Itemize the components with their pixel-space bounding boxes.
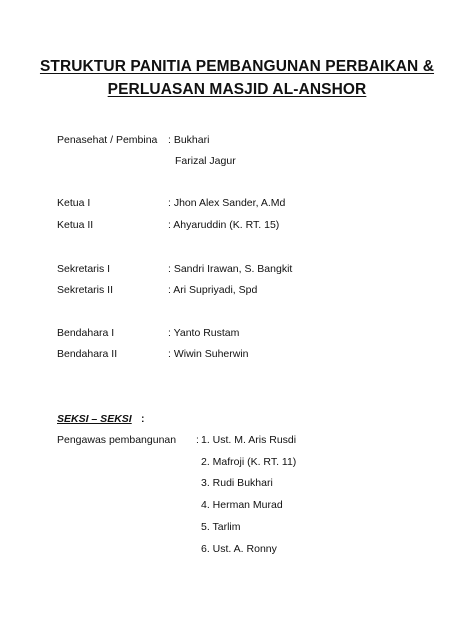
role-label: Penasehat / Pembina — [57, 134, 158, 146]
document-title-line-2: PERLUASAN MASJID AL-ANSHOR — [107, 81, 367, 98]
role-value: : Jhon Alex Sander, A.Md — [168, 197, 286, 209]
role-value: : Ahyaruddin (K. RT. 15) — [168, 219, 280, 231]
role-label: Sekretaris II — [57, 284, 114, 296]
role-value: : Bukhari — [168, 134, 210, 146]
document-title-line-1: STRUKTUR PANITIA PEMBANGUNAN PERBAIKAN & — [39, 58, 435, 75]
pengawas-label: Pengawas pembangunan — [57, 434, 177, 446]
role-value: : Ari Supriyadi, Spd — [168, 284, 258, 296]
role-label: Sekretaris I — [57, 263, 111, 275]
seksi-heading: SEKSI – SEKSI — [57, 413, 132, 425]
role-label: Bendahara II — [57, 348, 118, 360]
role-value: : Wiwin Suherwin — [168, 348, 249, 360]
pengawas-member: 3. Rudi Bukhari — [201, 477, 273, 489]
role-label: Ketua I — [57, 197, 91, 209]
role-value: Farizal Jagur — [175, 155, 236, 167]
pengawas-member: 2. Mafroji (K. RT. 11) — [201, 456, 297, 468]
role-label: Bendahara I — [57, 327, 115, 339]
pengawas-colon: : — [196, 434, 199, 446]
pengawas-member: 5. Tarlim — [201, 521, 241, 533]
seksi-colon: : — [141, 413, 145, 425]
pengawas-member: 4. Herman Murad — [201, 499, 283, 511]
role-label: Ketua II — [57, 219, 94, 231]
role-value: : Sandri Irawan, S. Bangkit — [168, 263, 293, 275]
pengawas-member: 1. Ust. M. Aris Rusdi — [201, 434, 297, 446]
pengawas-member: 6. Ust. A. Ronny — [201, 543, 277, 555]
role-value: : Yanto Rustam — [168, 327, 240, 339]
